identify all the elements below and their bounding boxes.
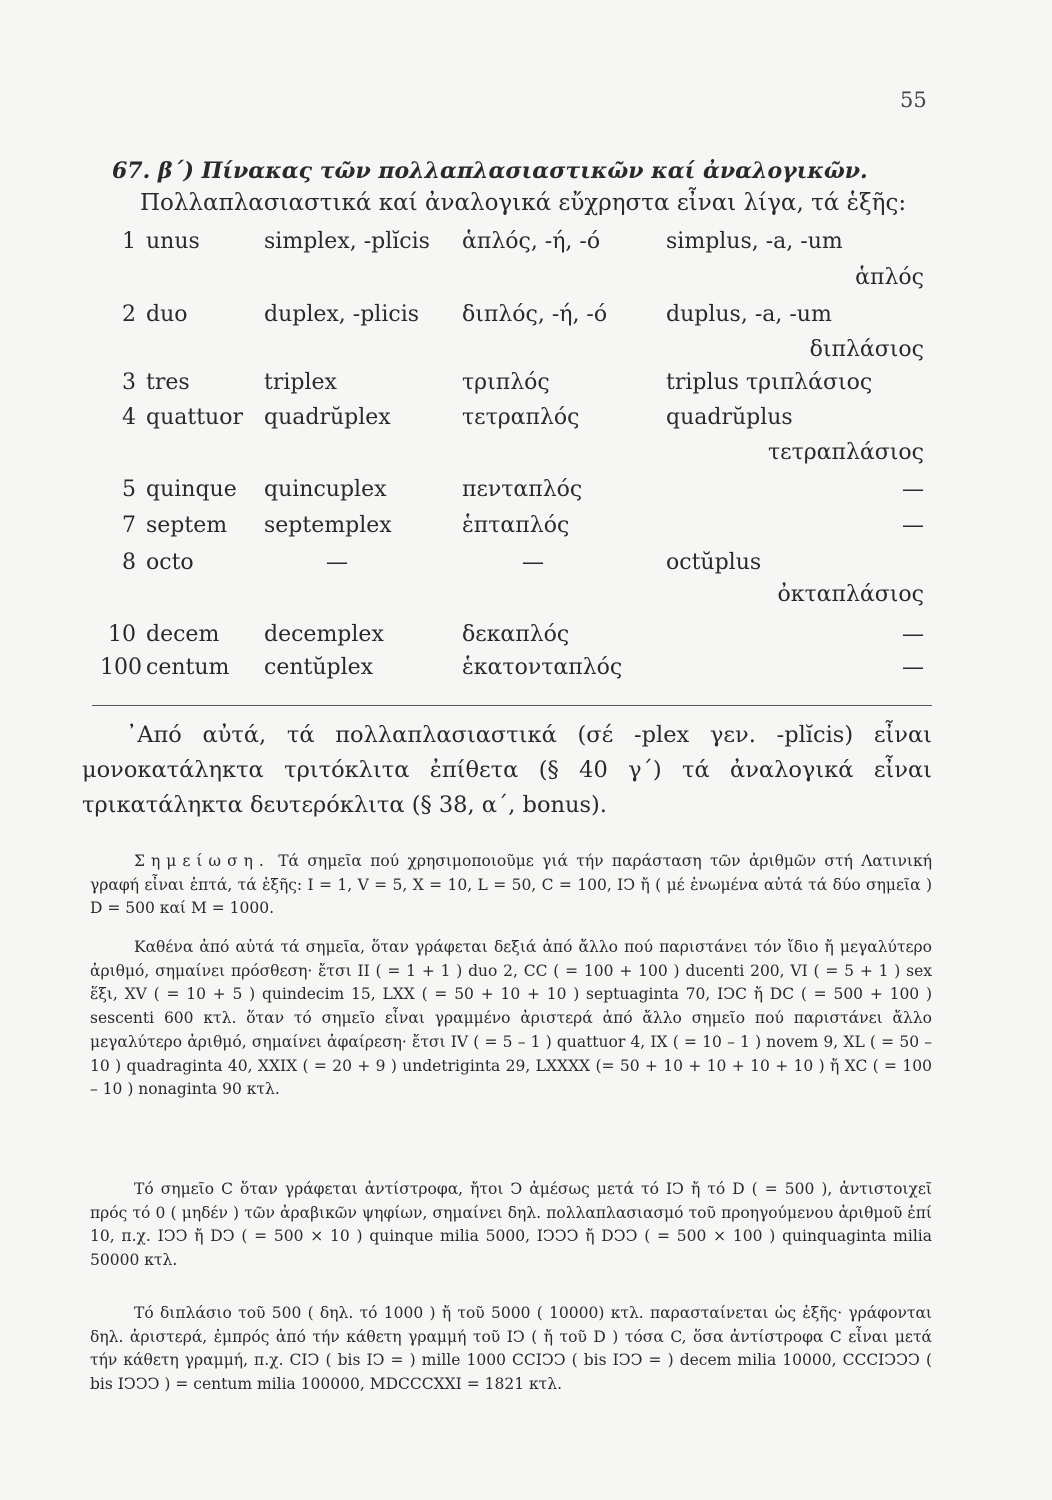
table-row: [0, 622, 1052, 656]
latin-proportional: octŭplus: [666, 550, 762, 575]
note-text: Τά σημεῖα πού χρησιμοποιοῦμε γιά τήν παράσταση τῶν ἀριθμῶν στή Λατινική γραφή εἶναι ἑπτά, τά ἑξῆς: I = 1, V = 5, X = 10, L = 50, C = 100, IↃ ἤ ( μέ ἑνωμένα αὐτά τά δύο σημεῖα ) D = 500 καί M = 1000.: [90, 852, 932, 918]
latin-proportional: quadrŭplus: [666, 405, 793, 430]
latin-multiplicative: triplex: [264, 370, 337, 395]
latin-proportional: —: [902, 655, 924, 680]
latin-cardinal: decem: [146, 622, 220, 647]
latin-proportional: duplus, -a, -um: [666, 302, 832, 327]
latin-multiplicative: duplex, -plicis: [264, 302, 420, 327]
note-label: Σημείωση.: [134, 852, 270, 870]
numeral: 4: [122, 405, 136, 430]
table-row: [0, 655, 1052, 689]
latin-cardinal: duo: [146, 302, 188, 327]
numeral: 3: [122, 370, 136, 395]
numeral: 5: [122, 477, 136, 502]
table-row: [0, 229, 1052, 263]
numeral: 10: [108, 622, 136, 647]
table-row-continuation: [0, 265, 1052, 299]
table-row-continuation: [0, 337, 1052, 371]
latin-cardinal: septem: [146, 513, 228, 538]
latin-cardinal: octo: [146, 550, 194, 575]
greek-proportional: ἁπλός: [855, 265, 924, 290]
greek-multiplicative: διπλός, -ή, -ό: [462, 302, 608, 327]
numeral: 2: [122, 302, 136, 327]
greek-proportional: τετραπλάσιος: [768, 440, 924, 465]
latin-cardinal: centum: [146, 655, 230, 680]
latin-multiplicative: quincuplex: [264, 477, 387, 502]
numeral: 7: [122, 513, 136, 538]
latin-multiplicative: septemplex: [264, 513, 392, 538]
note-paragraph: Τό διπλάσιο τοῦ 500 ( δηλ. τό 1000 ) ἤ τοῦ 5000 ( 10000) κτλ. παρασταίνεται ὡς ἑξῆς· γράφονται δηλ. ἀριστερά, ἐμπρός ἀπό τήν κάθετη γραμμή τοῦ IↃ ( ἤ τοῦ D ) τόσα C, ὅσα ἀντίστροφα C εἶναι μετά τήν κάθετη γραμμή, π.χ. CIↃ ( bis IↃ = ) mille 1000 CCIↃↃ ( bis IↃↃ = ) decem milia 10000, CCCIↃↃↃ ( bis IↃↃↃ ) = centum milia 100000, MDCCCXXI = 1821 κτλ.: [90, 1304, 932, 1394]
greek-multiplicative: ἑκατονταπλός: [462, 655, 623, 680]
note-paragraph: [90, 850, 932, 921]
paragraph: ᾿Από αὐτά, τά πολλαπλασιαστικά (σέ -plex γεν. -plĭcis) εἶναι μονοκατάληκτα τριτόκλιτα ἐπίθετα (§ 40 γ΄) τά ἀναλογικά εἶναι τρικατάληκτα δευτερόκλιτα (§ 38, α΄, bonus).: [82, 722, 932, 818]
table-row: [0, 302, 1052, 336]
latin-multiplicative: —: [326, 550, 348, 575]
table-row-continuation: [0, 582, 1052, 616]
section-divider: [92, 705, 932, 706]
latin-cardinal: quinque: [146, 477, 237, 502]
latin-cardinal: tres: [146, 370, 190, 395]
section-heading: 67. β΄) Πίνακας τῶν πολλαπλασιαστικῶν καί ἀναλογικῶν.: [112, 158, 868, 184]
table-row: [0, 370, 1052, 404]
greek-multiplicative: πενταπλός: [462, 477, 583, 502]
greek-proportional: διπλάσιος: [809, 337, 924, 362]
latin-multiplicative: decemplex: [264, 622, 384, 647]
greek-multiplicative: τριπλός: [462, 370, 550, 395]
latin-proportional: —: [902, 622, 924, 647]
latin-multiplicative: quadrŭplex: [264, 405, 391, 430]
greek-multiplicative: τετραπλός: [462, 405, 580, 430]
latin-proportional: simplus, -a, -um: [666, 229, 843, 254]
table-row: [0, 513, 1052, 547]
latin-proportional: —: [902, 477, 924, 502]
latin-cardinal: unus: [146, 229, 200, 254]
greek-multiplicative: ἁπλός, -ή, -ό: [462, 229, 601, 254]
table-row: [0, 550, 1052, 584]
latin-multiplicative: centŭplex: [264, 655, 374, 680]
latin-proportional: —: [902, 513, 924, 538]
numeral: 1: [122, 229, 136, 254]
table-row-continuation: [0, 440, 1052, 474]
table-row: [0, 477, 1052, 511]
page-number: 55: [900, 88, 927, 112]
latin-proportional: triplus τριπλάσιος: [666, 370, 873, 395]
intro-line: Πολλαπλασιαστικά καί ἀναλογικά εὔχρηστα εἶναι λίγα, τά ἑξῆς:: [140, 190, 907, 216]
greek-multiplicative: δεκαπλός: [462, 622, 570, 647]
numeral: 100: [100, 655, 142, 680]
latin-cardinal: quattuor: [146, 405, 243, 430]
numeral: 8: [122, 550, 136, 575]
greek-multiplicative: —: [522, 550, 544, 575]
greek-proportional: ὀκταπλάσιος: [777, 582, 924, 607]
note-paragraph: Καθένα ἀπό αὐτά τά σημεῖα, ὅταν γράφεται δεξιά ἀπό ἄλλο πού παριστάνει τόν ἴδιο ἤ μεγαλύτερο ἀριθμό, σημαίνει πρόσθεση· ἔτσι II ( = 1 + 1 ) duo 2, CC ( = 100 + 100 ) ducenti 200, VI ( = 5 + 1 ) sex ἕξι, XV ( = 10 + 5 ) quindecim 15, LXX ( = 50 + 10 + 10 ) septuaginta 70, IↃC ἤ DC ( = 500 + 100 ) sescenti 600 κτλ. ὅταν τό σημεῖο εἶναι γραμμένο ἀριστερά ἀπό ἄλλο σημεῖο πού παριστάνει ἄλλο μεγαλύτερο ἀριθμό, σημαίνει ἀφαίρεση· ἔτσι IV ( = 5 – 1 ) quattuor 4, IX ( = 10 – 1 ) novem 9, XL ( = 50 – 10 ) quadraginta 40, XXIX ( = 20 + 9 ) undetriginta 29, LXXXX (= 50 + 10 + 10 + 10 + 10 ) ἤ XC ( = 100 – 10 ) nonaginta 90 κτλ.: [90, 938, 932, 1099]
table-row: [0, 405, 1052, 439]
latin-multiplicative: simplex, -plĭcis: [264, 229, 430, 254]
note-paragraph: Τό σημεῖο C ὅταν γράφεται ἀντίστροφα, ἤτοι Ↄ ἀμέσως μετά τό IↃ ἤ τό D ( = 500 ), ἀντιστοιχεῖ πρός τό 0 ( μηδέν ) τῶν ἀραβικῶν ψηφίων, σημαίνει δηλ. πολλαπλασιασμό τοῦ προηγούμενου ἀριθμοῦ ἐπί 10, π.χ. IↃↃ ἤ DↃ ( = 500 × 10 ) quinque milia 5000, IↃↃↃ ἤ DↃↃ ( = 500 × 100 ) quinquaginta milia 50000 κτλ.: [90, 1180, 932, 1270]
greek-multiplicative: ἑπταπλός: [462, 513, 570, 538]
